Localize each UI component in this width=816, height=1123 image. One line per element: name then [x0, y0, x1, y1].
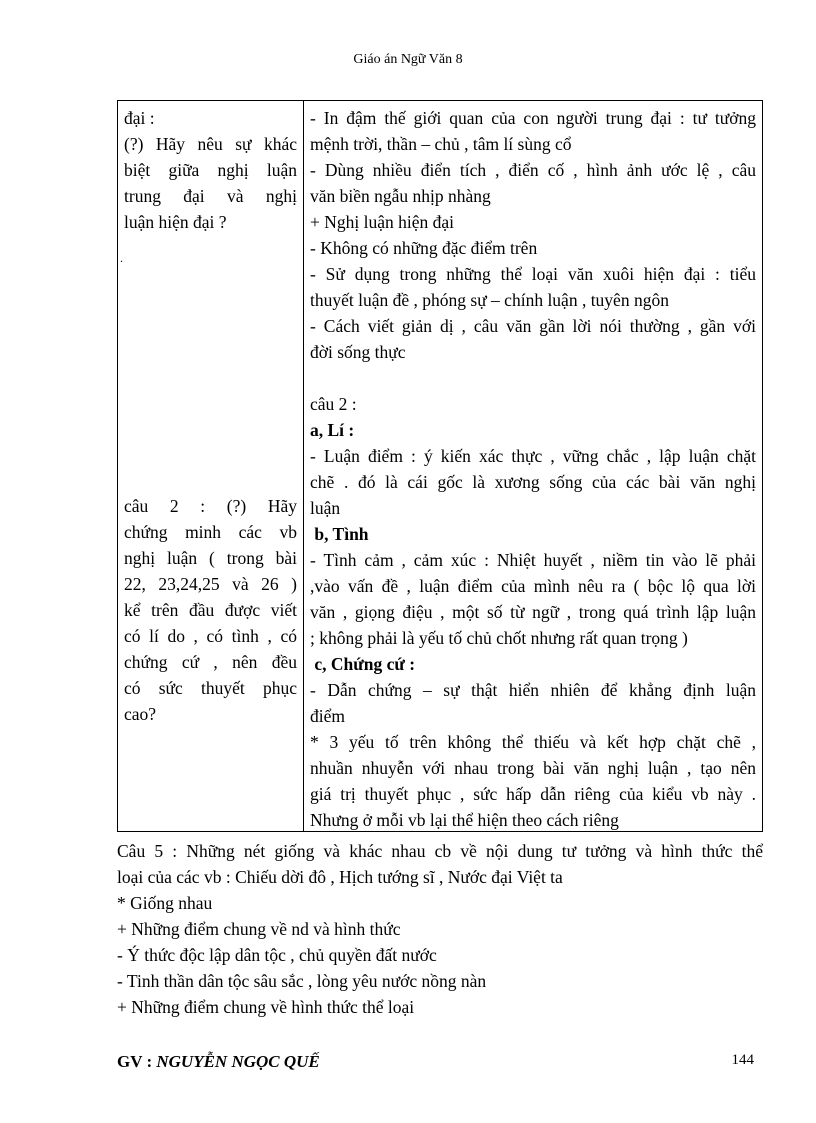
right-line: thuyết luận đề , phóng sự – chính luận , tuyên ngôn	[310, 290, 669, 310]
body-line: * Giống nhau	[117, 893, 213, 913]
content-table	[117, 100, 763, 832]
teacher-credit	[117, 1052, 320, 1072]
stray-dot: .	[120, 251, 123, 265]
right-line: luận	[310, 498, 341, 518]
teacher-name: NGUYỄN NGỌC QUẾ	[156, 1052, 320, 1071]
right-line: a, Lí :	[310, 420, 355, 440]
blank-line	[310, 365, 756, 391]
left-line: đại :	[124, 108, 155, 128]
right-line: văn , giọng điệu , một số từ ngữ , trong quá trình lập luận	[310, 602, 756, 622]
right-line: - Dẫn chứng – sự thật hiển nhiên để khẳng định luận	[310, 680, 756, 700]
right-line: ,vào vấn đề , luận điểm của mình nêu ra ( bộc lộ qua lời	[310, 576, 756, 596]
right-line: giá trị thuyết phục , sức hấp dẫn riêng của kiểu vb này .	[310, 784, 756, 804]
body-line: loại của các vb : Chiếu dời đô , Hịch tướng sĩ , Nước đại Việt ta	[117, 867, 563, 887]
left-line: trung đại và nghị	[124, 186, 297, 206]
right-line: - Không có những đặc điểm trên	[310, 238, 538, 258]
left-line: có sức thuyết phục	[124, 678, 297, 698]
left-line: chứng minh các vb	[124, 522, 297, 542]
right-line: c, Chứng cứ :	[310, 654, 416, 674]
left-line: (?) Hãy nêu sự khác	[124, 134, 297, 154]
table-right-column	[304, 101, 762, 831]
left-line: 22, 23,24,25 và 26 )	[124, 574, 297, 594]
table-left-column	[118, 101, 304, 831]
right-line: câu 2 :	[310, 394, 357, 414]
left-line: chứng cứ , nên đều	[124, 652, 297, 672]
right-line: - In đậm thế giới quan của con người trung đại : tư tưởng	[310, 108, 756, 128]
left-bottom-block	[124, 493, 297, 727]
right-line: điểm	[310, 706, 345, 726]
right-line: - Sử dụng trong những thể loại văn xuôi hiện đại : tiểu	[310, 264, 756, 284]
right-line: * 3 yếu tố trên không thể thiếu và kết hợp chặt chẽ ,	[310, 732, 756, 752]
right-line: Nhưng ở mỗi vb lại thể hiện theo cách riêng	[310, 810, 619, 830]
page-header: Giáo án Ngữ Văn 8	[353, 52, 463, 67]
teacher-label: GV :	[117, 1052, 157, 1071]
body-line: Câu 5 : Những nét giống và khác nhau cb về nội dung tư tưởng và hình thức thể	[117, 841, 763, 861]
left-line: có lí do , có tình , có	[124, 626, 297, 646]
body-line: - Tinh thần dân tộc sâu sắc , lòng yêu nước nồng nàn	[117, 971, 487, 991]
left-line: cao?	[124, 704, 157, 724]
body-line: + Những điểm chung về hình thức thể loại	[117, 997, 415, 1017]
right-line: - Cách viết giản dị , câu văn gần lời nói thường , gần với	[310, 316, 756, 336]
left-line: kể trên đầu được viết	[124, 600, 297, 620]
right-line: văn biền ngẫu nhịp nhàng	[310, 186, 491, 206]
page-number: 144	[731, 1052, 754, 1068]
body-text	[117, 838, 763, 1020]
body-line: + Những điểm chung về nd và hình thức	[117, 919, 401, 939]
right-line: + Nghị luận hiện đại	[310, 212, 455, 232]
right-line: - Dùng nhiều điển tích , điển cố , hình ảnh ước lệ , câu	[310, 160, 756, 180]
left-line: biệt giữa nghị luận	[124, 160, 297, 180]
left-line: nghị luận ( trong bài	[124, 548, 297, 568]
right-line: - Tình cảm , cảm xúc : Nhiệt huyết , niềm tin vào lẽ phải	[310, 550, 756, 570]
body-line: - Ý thức độc lập dân tộc , chủ quyền đất nước	[117, 945, 437, 965]
left-line: câu 2 : (?) Hãy	[124, 496, 297, 516]
right-line: đời sống thực	[310, 342, 406, 362]
right-line: chẽ . đó là cái gốc là xương sống của các bài văn nghị	[310, 472, 756, 492]
right-line: nhuần nhuyễn với nhau trong bài văn nghị luận , tạo nên	[310, 758, 756, 778]
left-top-block	[124, 105, 297, 235]
right-line: mệnh trời, thần – chủ , tâm lí sùng cổ	[310, 134, 572, 154]
right-line: ; không phải là yếu tố chủ chốt nhưng rất quan trọng )	[310, 628, 688, 648]
left-line: luận hiện đại ?	[124, 212, 227, 232]
right-line: - Luận điểm : ý kiến xác thực , vững chắc , lập luận chặt	[310, 446, 756, 466]
right-line: b, Tình	[310, 524, 369, 544]
